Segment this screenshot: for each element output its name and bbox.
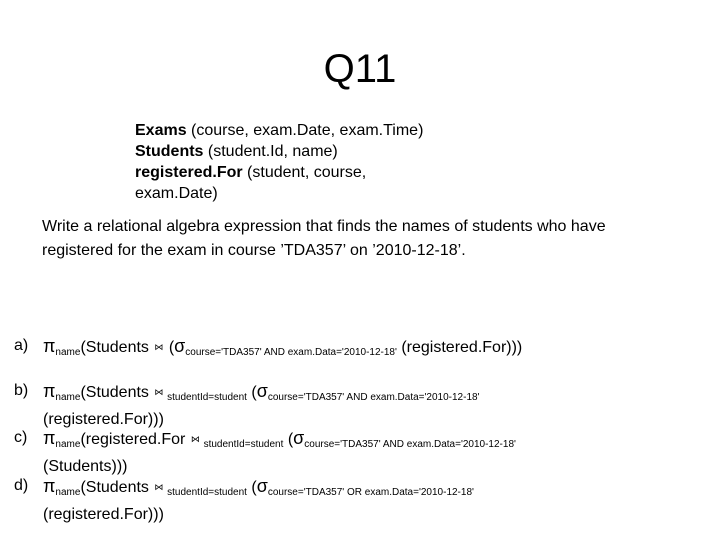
- projection-subscript: name: [55, 347, 81, 358]
- selection-subscript: course='TDA357' AND exam.Data='2010-12-18': [304, 439, 516, 450]
- schema-line-students: [135, 141, 435, 162]
- join-symbol: ⋈: [190, 434, 200, 444]
- slide-title: Q11: [323, 47, 397, 91]
- expr-continuation: (registered.For))): [43, 506, 164, 523]
- option-b: [14, 380, 704, 428]
- option-expression: [43, 335, 703, 364]
- relation-attributes: (course, exam.Date, exam.Time): [186, 122, 424, 139]
- option-expression: [43, 380, 703, 431]
- relation-name: registered.For: [135, 164, 243, 181]
- option-d: [14, 475, 704, 523]
- question-text: Write a relational algebra expression that finds the names of students who have registered for the exam in course ’TDA357’ on ’2010-12-18’.: [42, 218, 606, 259]
- selection-symbol: σ: [293, 428, 305, 448]
- selection-symbol: σ: [256, 476, 268, 496]
- option-letter: a): [14, 337, 29, 354]
- join-symbol: ⋈: [154, 342, 164, 352]
- selection-symbol: σ: [256, 381, 268, 401]
- expr-text: (: [283, 431, 294, 448]
- projection-subscript: name: [55, 439, 81, 450]
- option-expression: [43, 427, 703, 478]
- schema-line-registered-for-cont: [135, 183, 435, 204]
- expr-text: (: [246, 479, 257, 496]
- projection-symbol: π: [43, 428, 56, 448]
- join-condition: studentId=student: [200, 439, 284, 450]
- relation-name: Students: [135, 143, 204, 160]
- option-letter: d): [14, 477, 29, 494]
- join-condition: studentId=student: [164, 487, 247, 498]
- expr-text: (registered.For))): [396, 339, 523, 356]
- expr-text: (Students: [80, 384, 154, 401]
- relation-attributes: (student.Id, name): [203, 143, 338, 160]
- selection-symbol: σ: [174, 336, 186, 356]
- option-letter: c): [14, 429, 28, 446]
- schema-block: [135, 120, 435, 204]
- projection-symbol: π: [43, 381, 56, 401]
- option-c: [14, 427, 704, 475]
- option-a: [14, 335, 704, 359]
- join-condition: studentId=student: [164, 392, 247, 403]
- selection-subscript: course='TDA357' AND exam.Data='2010-12-18': [185, 347, 397, 358]
- join-symbol: ⋈: [154, 387, 164, 397]
- expr-continuation: (registered.For))): [43, 411, 164, 428]
- projection-symbol: π: [43, 336, 56, 356]
- expr-continuation: (Students))): [43, 458, 128, 475]
- expr-text: (Students: [80, 479, 154, 496]
- schema-line-registered-for: [135, 162, 435, 183]
- expr-text: (: [164, 339, 175, 356]
- projection-subscript: name: [55, 392, 81, 403]
- selection-subscript: course='TDA357' AND exam.Data='2010-12-18': [267, 392, 480, 403]
- expr-text: (registered.For: [80, 431, 190, 448]
- expr-text: (Students: [80, 339, 154, 356]
- join-symbol: ⋈: [154, 482, 164, 492]
- relation-attributes: exam.Date): [135, 185, 218, 202]
- option-expression: [43, 475, 703, 526]
- option-letter: b): [14, 382, 29, 399]
- schema-line-exams: [135, 120, 435, 141]
- relation-attributes: (student, course,: [242, 164, 367, 181]
- projection-subscript: name: [55, 487, 81, 498]
- selection-subscript: course='TDA357' OR exam.Data='2010-12-18': [267, 487, 474, 498]
- relation-name: Exams: [135, 122, 187, 139]
- expr-text: (: [246, 384, 257, 401]
- projection-symbol: π: [43, 476, 56, 496]
